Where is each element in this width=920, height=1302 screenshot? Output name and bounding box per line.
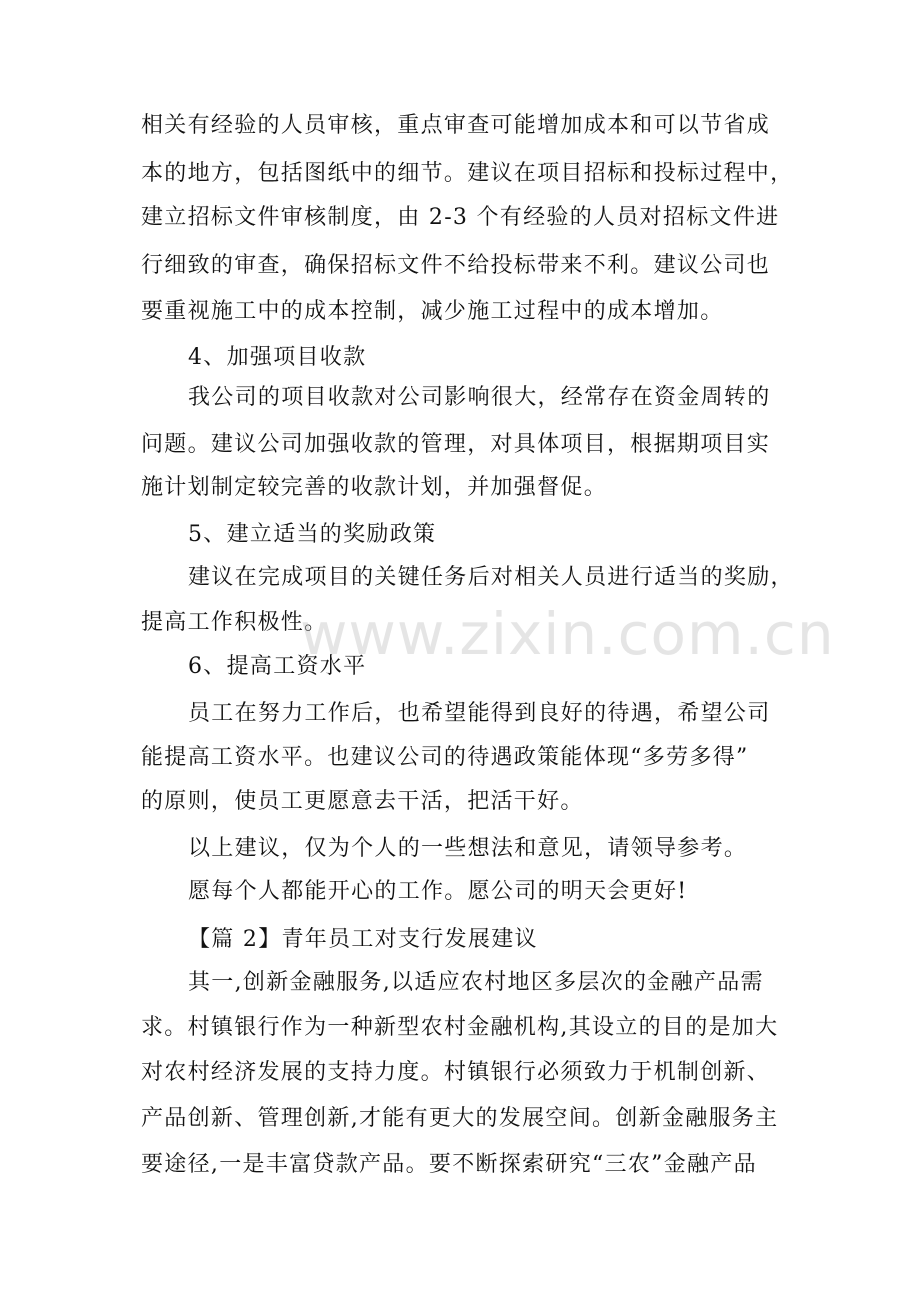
text-line: 对农村经济发展的支持力度。村镇银行必须致力于机制创新、 — [141, 1060, 771, 1085]
text-line: 要途径,一是丰富贷款产品。要不断探索研究“三农”金融产品 — [141, 1152, 757, 1177]
text-line: 提高工作积极性。 — [141, 610, 328, 635]
section-title: 【篇 2】青年员工对支行发展建议 — [188, 927, 538, 952]
text-line: 能提高工资水平。也建议公司的待遇政策能体现“多劳多得” — [141, 745, 749, 770]
text-line: 施计划制定较完善的收款计划，并加强督促。 — [141, 475, 608, 500]
text-line: 问题。建议公司加强收款的管理，对具体项目，根据期项目实 — [141, 432, 771, 457]
section-heading: 4、加强项目收款 — [188, 345, 367, 370]
text-line: 员工在努力工作后，也希望能得到良好的待遇，希望公司 — [188, 701, 771, 726]
text-line: 行细致的审查，确保招标文件不给投标带来不利。建议公司也 — [141, 253, 771, 278]
text-line: 相关有经验的人员审核，重点审查可能增加成本和可以节省成 — [141, 113, 771, 138]
text-line: 我公司的项目收款对公司影响很大，经常存在资金周转的 — [188, 385, 771, 410]
text-line: 以上建议，仅为个人的一些想法和意见，请领导参考。 — [188, 836, 748, 861]
text-line: 求。村镇银行作为一种新型农村金融机构,其设立的目的是加大 — [141, 1015, 779, 1040]
text-line: 愿每个人都能开心的工作。愿公司的明天会更好! — [188, 879, 688, 904]
text-line: 本的地方，包括图纸中的细节。建议在项目招标和投标过程中， — [141, 161, 794, 186]
section-heading: 6、提高工资水平 — [188, 654, 367, 679]
text-line: 产品创新、管理创新,才能有更大的发展空间。创新金融服务主 — [141, 1106, 779, 1131]
text-line: 建议在完成项目的关键任务后对相关人员进行适当的奖励， — [188, 565, 794, 590]
text-line: 要重视施工中的成本控制，减少施工过程中的成本增加。 — [141, 299, 724, 324]
text-line: 建立招标文件审核制度，由 2-3 个有经验的人员对招标文件进 — [141, 205, 780, 230]
section-heading: 5、建立适当的奖励政策 — [188, 522, 437, 547]
text-line: 其一,创新金融服务,以适应农村地区多层次的金融产品需 — [188, 970, 764, 995]
watermark: www.zixin.com.cn — [300, 600, 835, 668]
text-line: 的原则，使员工更愿意去干活，把活干好。 — [141, 789, 584, 814]
